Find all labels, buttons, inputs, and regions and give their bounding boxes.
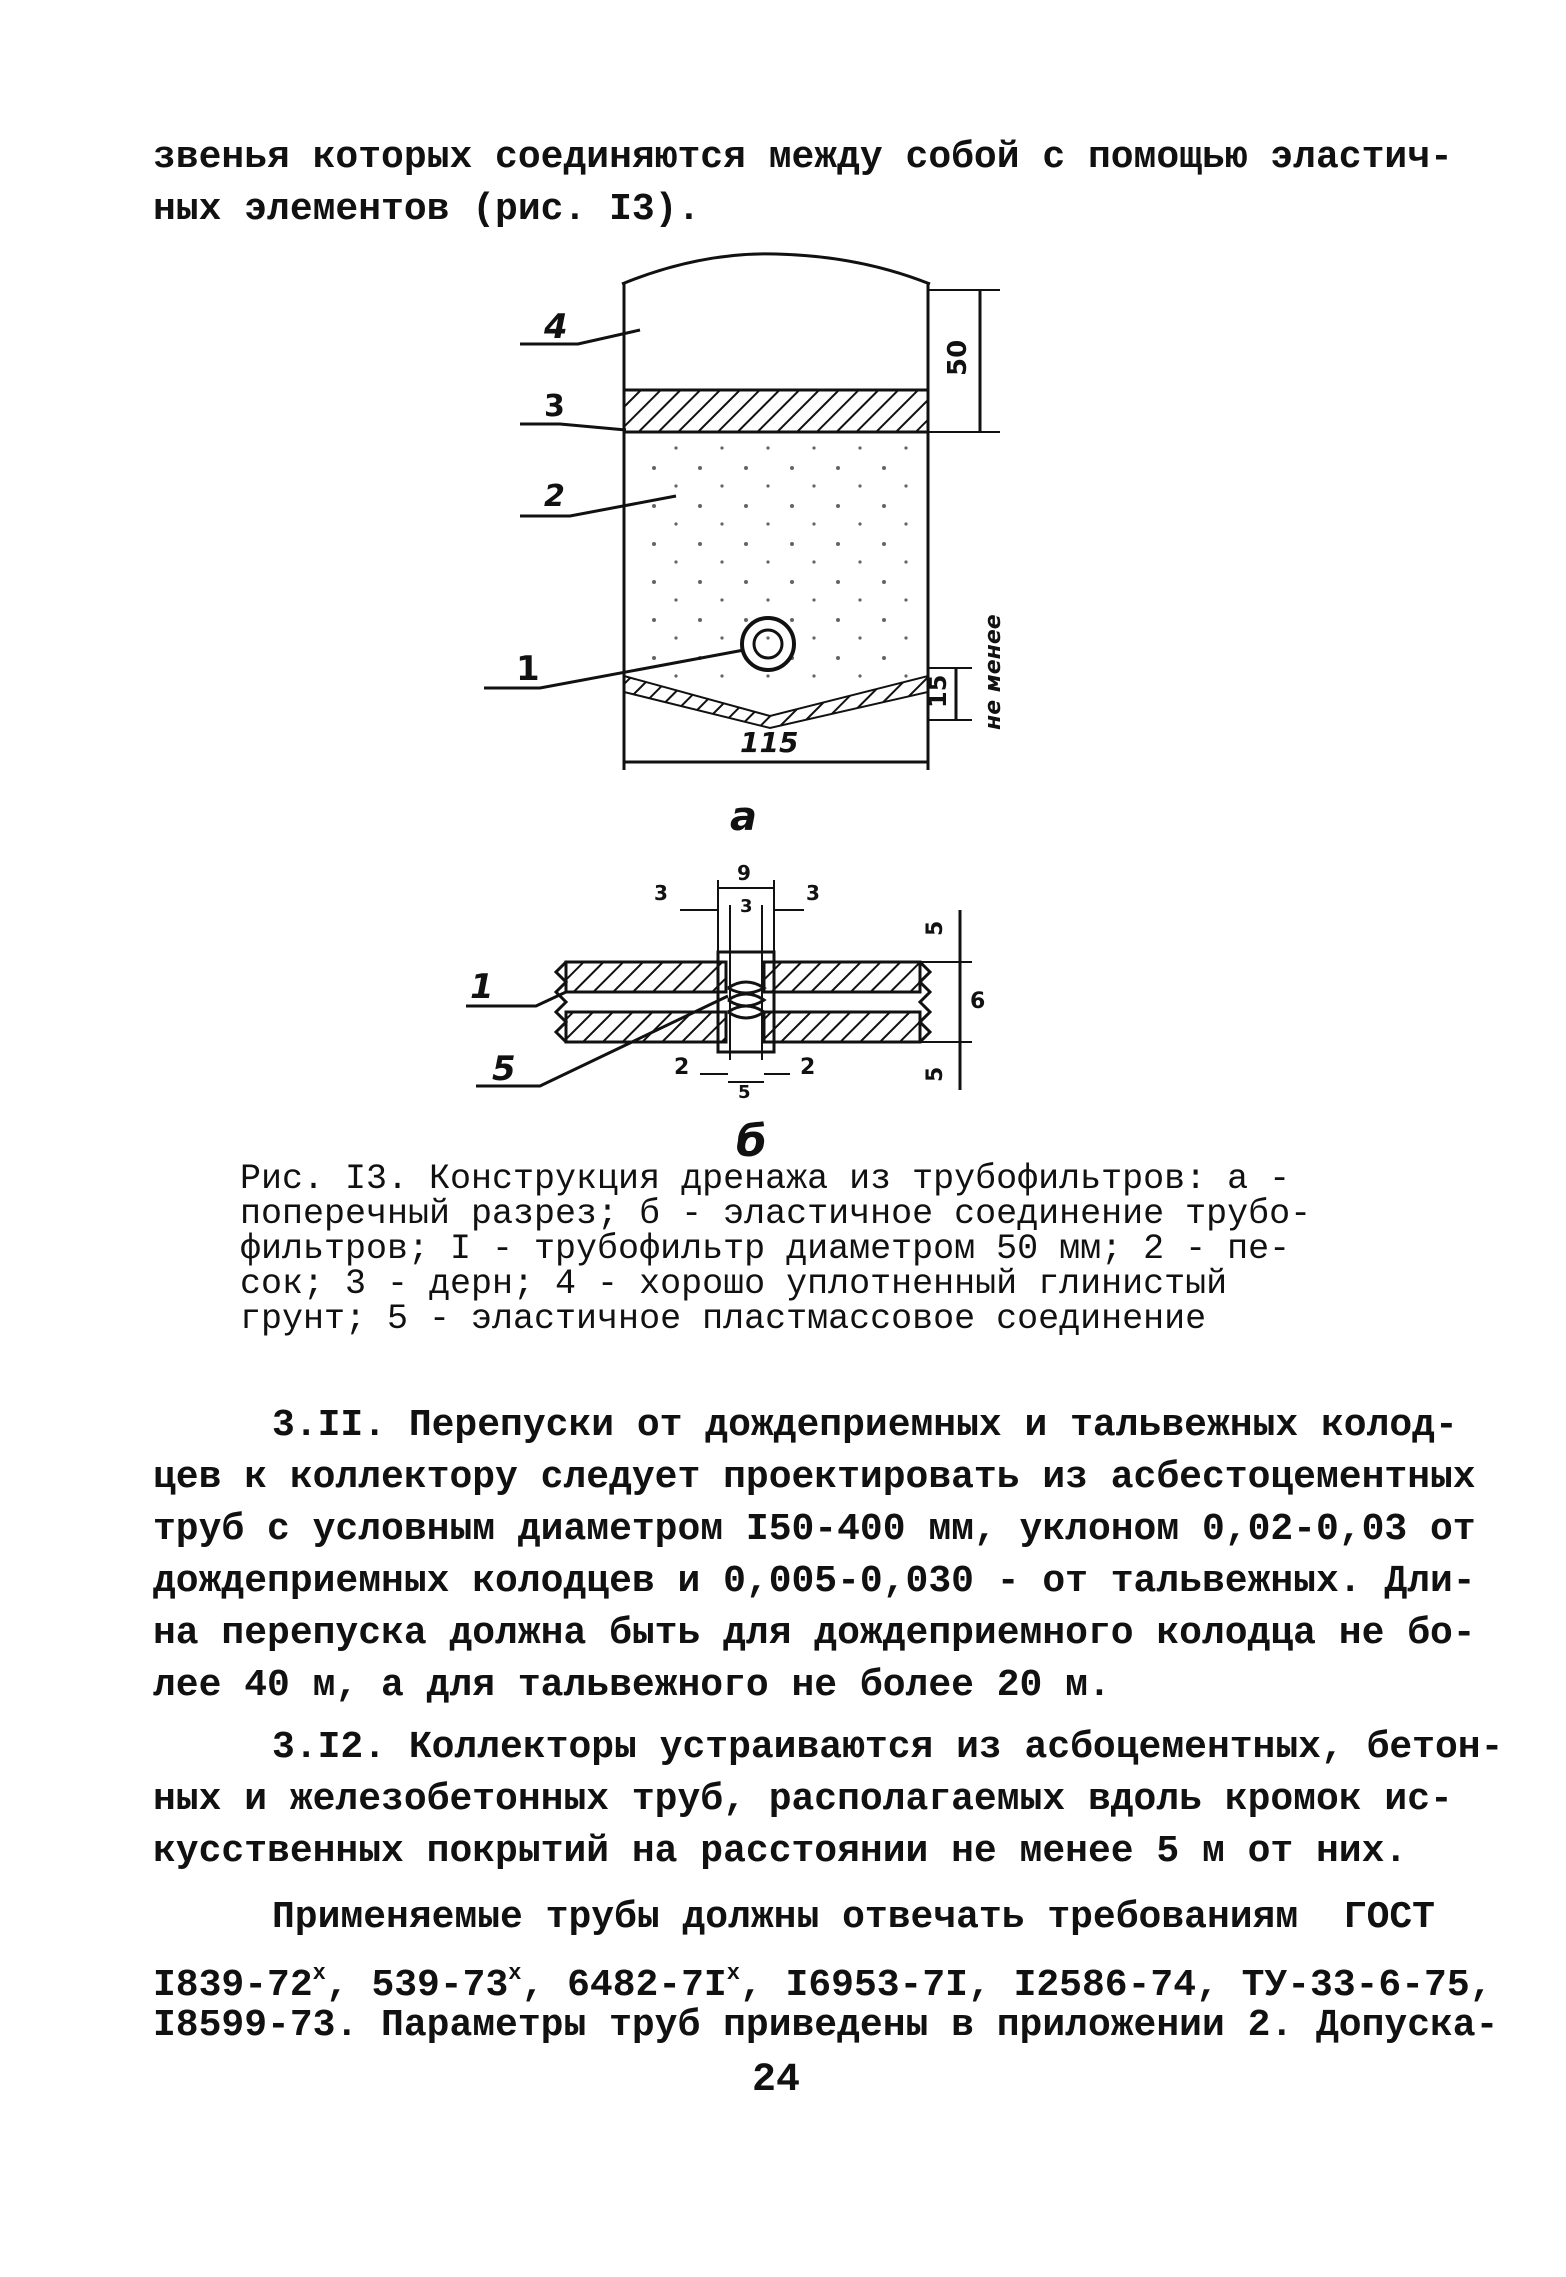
label-3: 3 <box>544 389 565 424</box>
left-pipe-bottom <box>566 1012 726 1042</box>
figure-a-letter: а <box>730 794 757 840</box>
right-pipe-bottom <box>764 1012 920 1042</box>
side-note: не менее <box>981 614 1006 730</box>
para-3-12-line: ных и железобетонных труб, располагаемых вдоль кромок ис- <box>153 1778 1453 1821</box>
figure-a-cross-section <box>484 254 1006 840</box>
gost-539: , 539-73 <box>325 1964 509 2007</box>
dim-5-top-right: 5 <box>923 920 948 936</box>
dim-2-right: 2 <box>800 1055 816 1080</box>
para-3-12-line: кусственных покрытий на расстоянии не менее 5 м от них. <box>153 1830 1408 1873</box>
para-pipes-line-3: I8599-73. Параметры труб приведены в приложении 2. Допуска- <box>153 2004 1499 2047</box>
figure-caption <box>240 1159 1360 1339</box>
dim-5-bottom-right: 5 <box>923 1066 948 1082</box>
sand-layer <box>640 440 918 680</box>
dim-3-left: 3 <box>654 881 668 905</box>
intro-line-1: звенья которых соединяются между собой с помощью эластич- <box>153 136 1453 179</box>
label-1: 1 <box>516 649 540 689</box>
para-3-11-line: дождеприемных колодцев и 0,005-0,030 - от тальвежных. Дли- <box>153 1560 1476 1603</box>
gost-6482: , 6482-7I <box>521 1964 727 2007</box>
caption-line: грунт; 5 - эластичное пластмассовое соединение <box>240 1299 1207 1339</box>
intro-line-2: ных элементов (рис. I3). <box>153 188 701 231</box>
dim-3-right: 3 <box>806 881 820 905</box>
label-b-5: 5 <box>492 1049 516 1089</box>
page-number: 24 <box>752 2058 801 2103</box>
gost-1839: I839-72 <box>153 1964 313 2007</box>
dim-9: 9 <box>737 861 751 885</box>
para-pipes-line-1: Применяемые трубы должны отвечать требованиям ГОСТ <box>272 1896 1435 1939</box>
caption-line: фильтров; I - трубофильтр диаметром 50 мм; 2 - пе- <box>240 1229 1291 1269</box>
para-3-12-line: 3.I2. Коллекторы устраиваются из асбоцементных, бетон- <box>272 1726 1504 1769</box>
gost-rest: , I6953-7I, I2586-74, ТУ-33-6-75, <box>739 1964 1493 2007</box>
dim-3-mid: 3 <box>740 896 753 917</box>
trench-bottom <box>624 676 928 728</box>
para-3-11-line: 3.II. Перепуски от дождеприемных и тальвежных колод- <box>272 1404 1458 1447</box>
sup-x: х <box>508 1961 522 1986</box>
label-4: 4 <box>544 307 568 347</box>
para-3-11-line: труб с условным диаметром I50-400 мм, уклоном 0,02-0,03 от <box>153 1508 1476 1551</box>
para-3-11-line: цев к коллектору следует проектировать из асбестоцементных <box>153 1456 1476 1499</box>
sup-x: х <box>726 1961 740 1986</box>
dim-6-right: 6 <box>970 989 986 1014</box>
dim-50: 50 <box>943 339 973 376</box>
sup-x: х <box>312 1961 326 1986</box>
figure-b-joint <box>466 861 985 1167</box>
dim-115: 115 <box>740 726 799 759</box>
dim-15: 15 <box>924 674 952 708</box>
caption-line: Рис. I3. Конструкция дренажа из трубофильтров: а - <box>240 1159 1291 1199</box>
label-b-1: 1 <box>470 967 494 1007</box>
caption-line: поперечный разрез; б - эластичное соединение трубо- <box>240 1194 1312 1234</box>
sod-layer <box>624 390 928 432</box>
left-pipe-top <box>566 962 726 992</box>
label-2: 2 <box>544 479 565 514</box>
caption-line: сок; 3 - дерн; 4 - хорошо уплотненный глинистый <box>240 1264 1228 1304</box>
dim-5-bottom: 5 <box>738 1082 751 1103</box>
dim-2-left: 2 <box>674 1055 690 1080</box>
para-3-11-line: лее 40 м, а для тальвежного не более 20 м. <box>153 1664 1111 1707</box>
figure-b-letter: б <box>736 1116 767 1167</box>
right-pipe-top <box>764 962 920 992</box>
para-3-11-line: на перепуска должна быть для дождеприемного колодца не бо- <box>153 1612 1476 1655</box>
